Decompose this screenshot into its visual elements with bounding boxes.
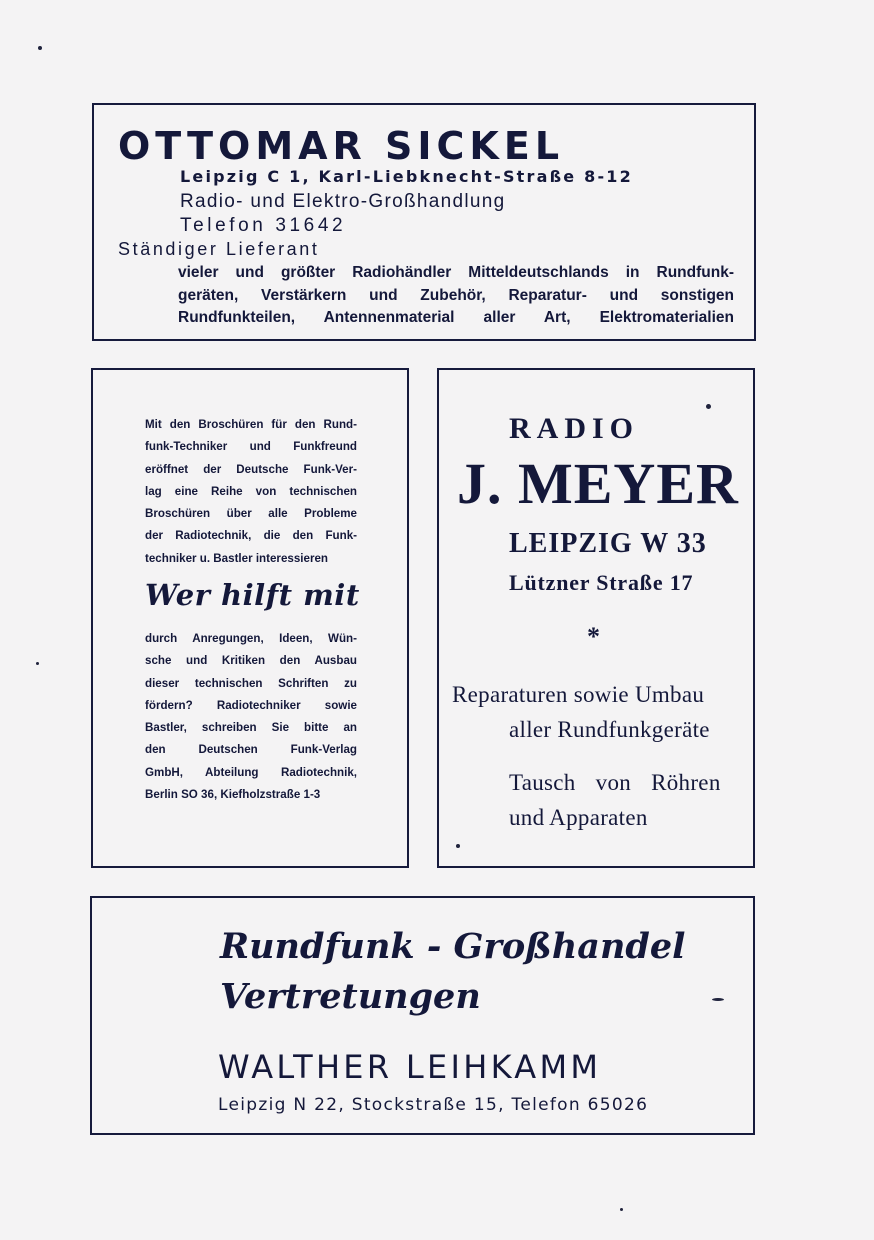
paper-speck (706, 404, 711, 409)
company-address: Leipzig C 1, Karl-Liebknecht-Straße 8-12 (180, 167, 633, 186)
paper-speck (620, 1208, 623, 1211)
business-heading: Rundfunk - Großhandel (220, 926, 686, 967)
company-name: OTTOMAR SICKEL (118, 124, 565, 168)
supplier-description (178, 262, 734, 330)
service-line: Reparaturen sowie Umbau (452, 682, 705, 707)
shop-street: Lützner Straße 17 (509, 570, 694, 595)
text-line: den Deutschen Funk-Verlag (145, 743, 357, 757)
business-subheading: Vertretungen (220, 976, 481, 1017)
headline: Wer hilft mit (145, 578, 360, 612)
shop-city: LEIPZIG W 33 (509, 528, 707, 559)
text-line: durch Anregungen, Ideen, Wün- (145, 632, 357, 645)
ad-walther-leihkamm (90, 896, 755, 1135)
body-line: vieler und größter Radiohändler Mitteldeutschlands in Rundfunk- (178, 264, 734, 281)
text-line: techniker u. Bastler interessieren (145, 551, 329, 565)
outro-paragraph (145, 628, 357, 806)
phone-number: Telefon 31642 (180, 215, 347, 236)
text-line: Mit den Broschüren für den Rund- (145, 418, 357, 431)
body-line: Rundfunkteilen, Antennenmaterial aller Art, Elektromaterialien (178, 309, 734, 326)
text-line: sche und Kritiken den Ausbau (145, 654, 357, 668)
company-name: WALTHER LEIHKAMM (218, 1048, 602, 1086)
shop-label: RADIO (509, 412, 640, 445)
body-line: geräten, Verstärkern und Zubehör, Reparatur- und sonstigen (178, 286, 734, 304)
text-line: eröffnet der Deutsche Funk-Ver- (145, 462, 357, 476)
company-address: Leipzig N 22, Stockstraße 15, Telefon 65026 (218, 1095, 649, 1115)
ad-ottomar-sickel (92, 103, 756, 341)
asterisk-separator: * (587, 622, 600, 651)
supplier-label: Ständiger Lieferant (118, 239, 320, 259)
paper-speck (38, 46, 42, 50)
text-line: Broschüren über alle Probleme (145, 507, 357, 521)
text-line: Berlin SO 36, Kiefholzstraße 1-3 (145, 788, 321, 802)
intro-paragraph (145, 414, 357, 570)
service-line: Tausch von Röhren (509, 770, 721, 795)
text-line: funk-Techniker und Funkfreund (145, 440, 357, 454)
ad-funk-verlag (91, 368, 409, 868)
text-line: fördern? Radiotechniker sowie (145, 698, 357, 712)
text-line: lag eine Reihe von technischen (145, 484, 357, 498)
text-line: der Radiotechnik, die den Funk- (145, 529, 357, 543)
text-line: dieser technischen Schriften zu (145, 676, 357, 690)
ad-radio-meyer (437, 368, 755, 868)
paper-speck (712, 998, 724, 1001)
paper-speck (36, 662, 39, 665)
service-line: aller Rundfunkgeräte (509, 717, 710, 742)
paper-speck (456, 844, 460, 848)
text-line: Bastler, schreiben Sie bitte an (145, 721, 357, 735)
service-line: und Apparaten (509, 805, 648, 830)
business-type: Radio- und Elektro-Großhandlung (180, 191, 506, 212)
shop-name: J. MEYER (457, 451, 739, 516)
text-line: GmbH, Abteilung Radiotechnik, (145, 765, 357, 779)
